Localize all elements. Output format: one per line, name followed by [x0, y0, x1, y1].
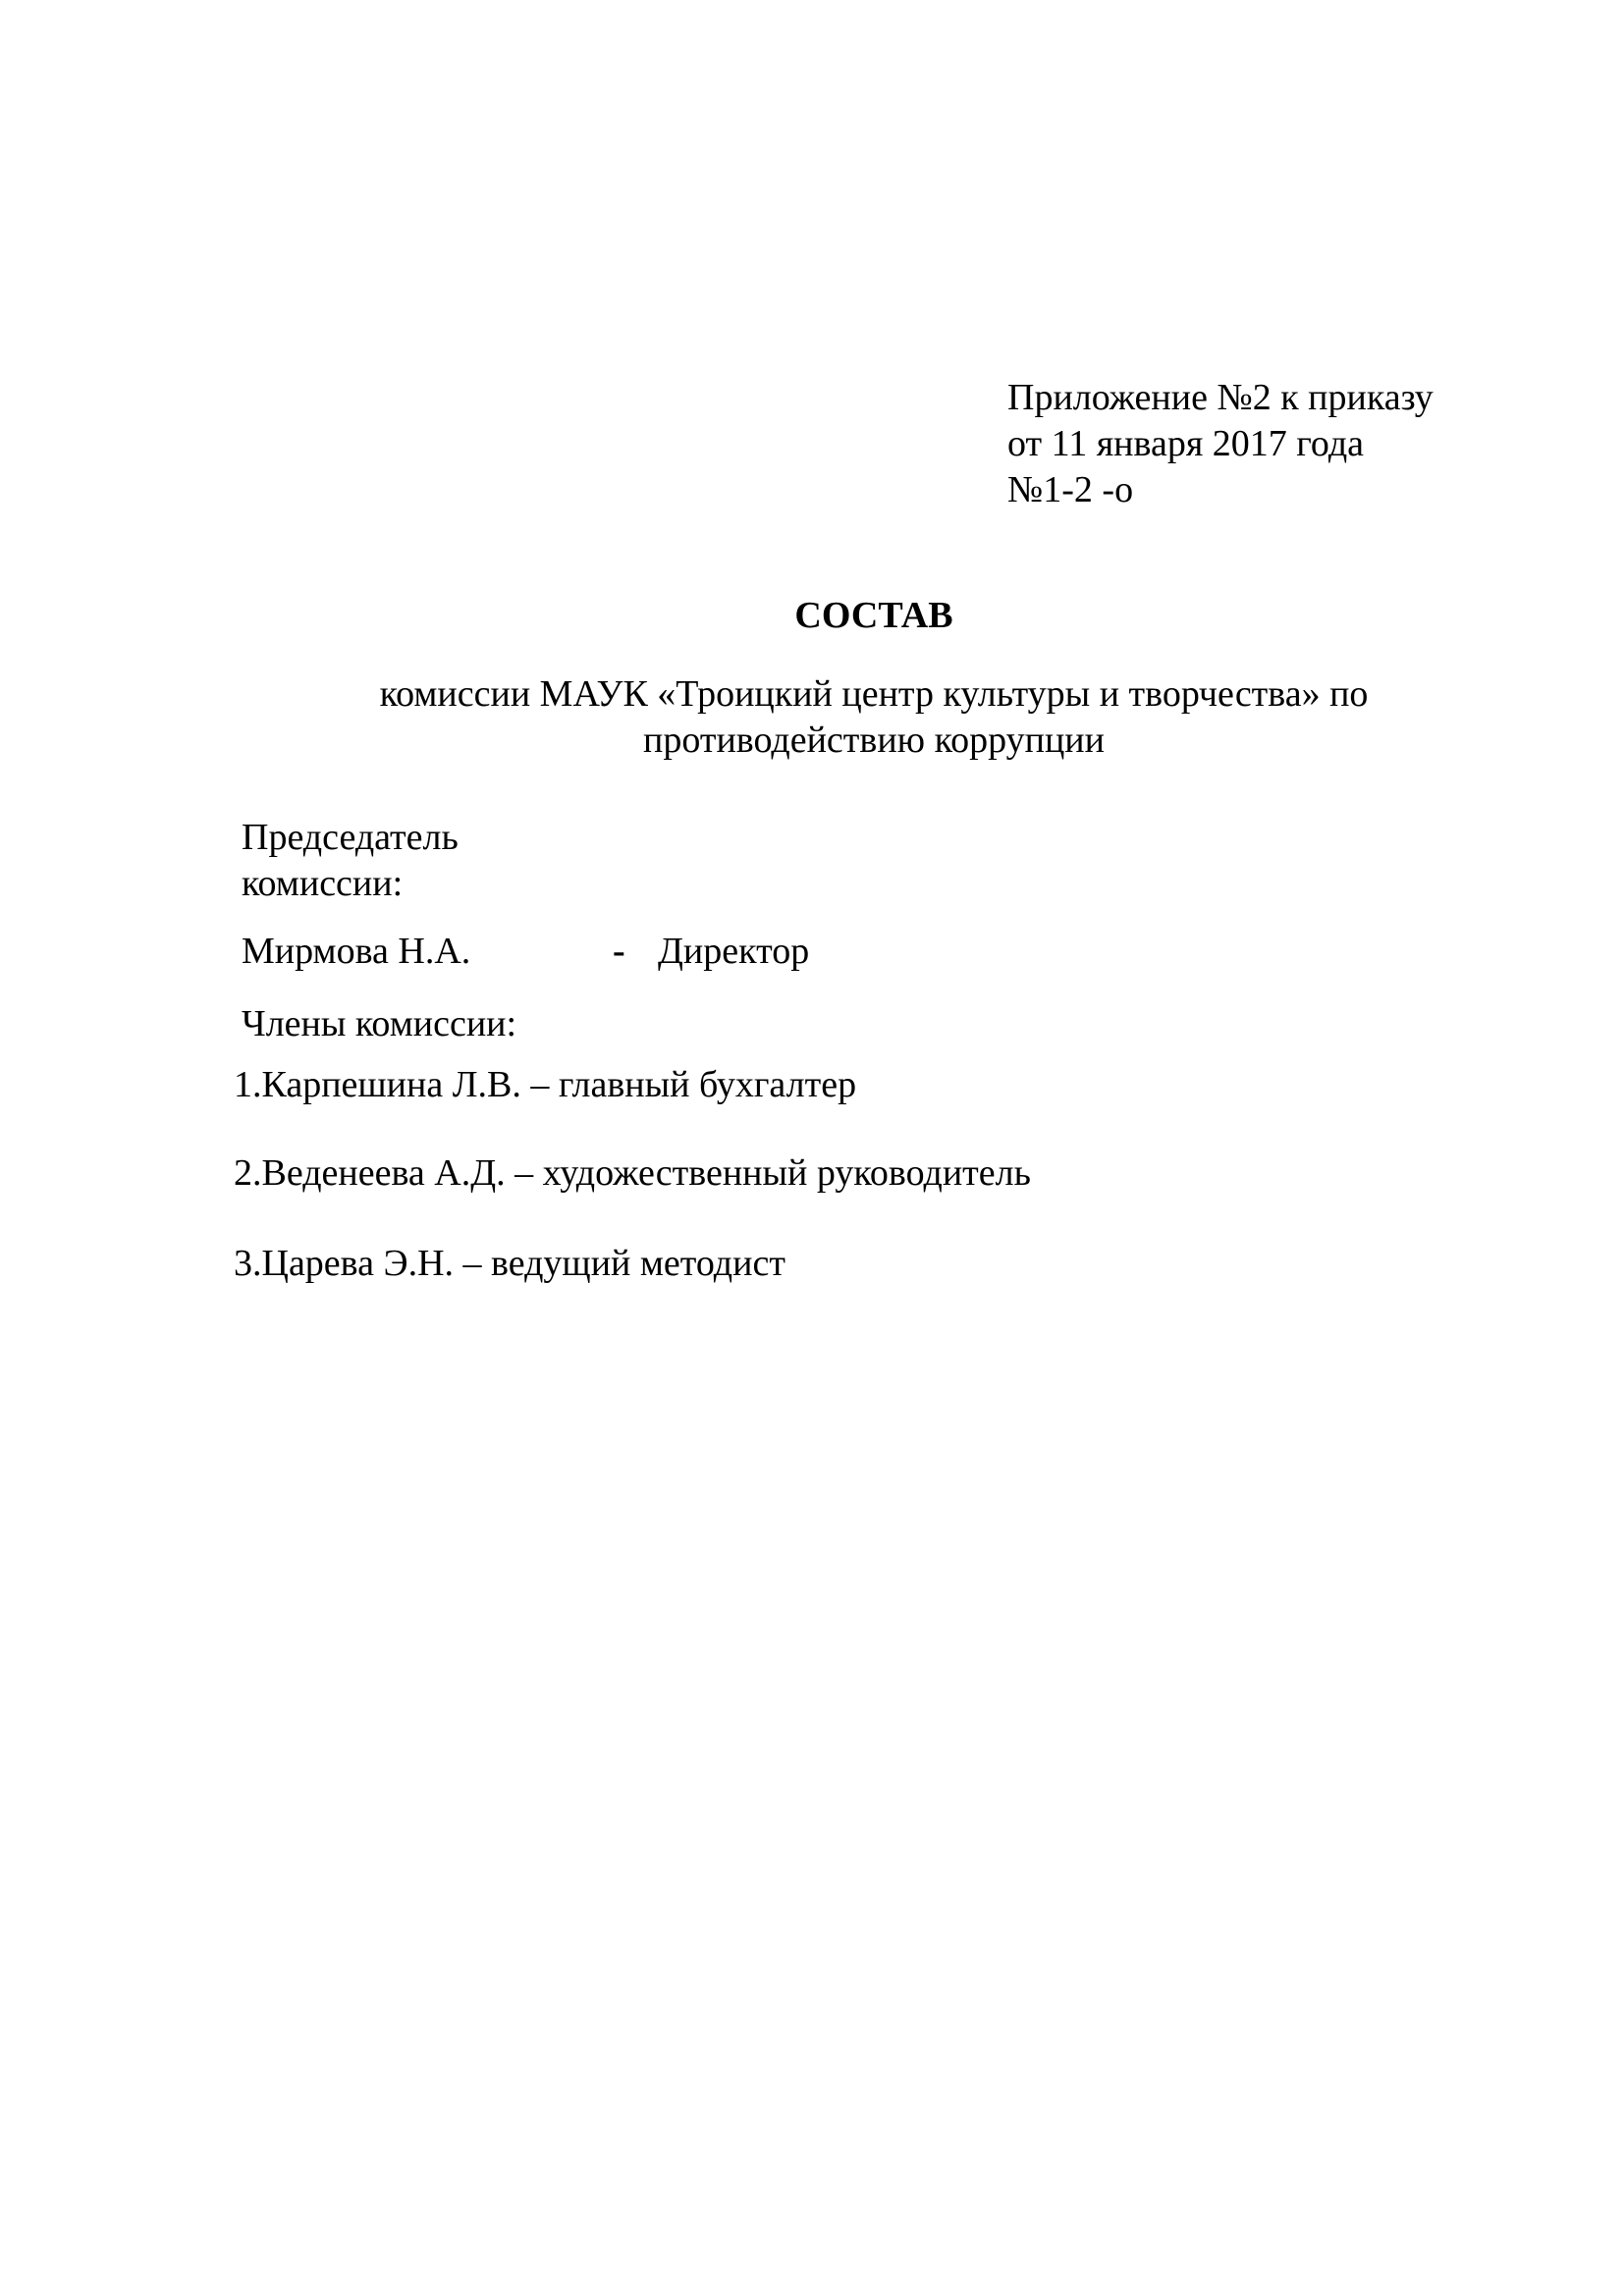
annex-line-3: №1-2 -о	[1007, 469, 1134, 510]
annex-line-1: Приложение №2 к приказу	[1007, 377, 1434, 418]
document-title: СОСТАВ	[794, 595, 953, 636]
chairman-role: Директор	[658, 931, 810, 972]
members-label: Члены комиссии:	[242, 1003, 517, 1044]
document-subtitle	[0, 671, 1624, 764]
subtitle-line-1: комиссии МАУК «Троицкий центр культуры и творчества» по	[379, 673, 1369, 715]
chairman-name: Мирмова Н.А.	[242, 931, 471, 972]
annex-line-2: от 11 января 2017 года	[1007, 423, 1365, 464]
annex-reference	[1007, 375, 1434, 513]
chairman-label-line-1: Председатель	[242, 817, 459, 858]
chairman-label	[242, 815, 459, 907]
subtitle-line-2: противодействию коррупции	[643, 720, 1105, 761]
member-item: 1.Карпешина Л.В. – главный бухгалтер	[234, 1064, 857, 1105]
member-item: 3.Царева Э.Н. – ведущий методист	[234, 1243, 785, 1284]
chairman-label-line-2: комиссии:	[242, 863, 404, 904]
member-item: 2.Веденеева А.Д. – художественный руководитель	[234, 1152, 1031, 1194]
chairman-dash: -	[613, 931, 625, 972]
